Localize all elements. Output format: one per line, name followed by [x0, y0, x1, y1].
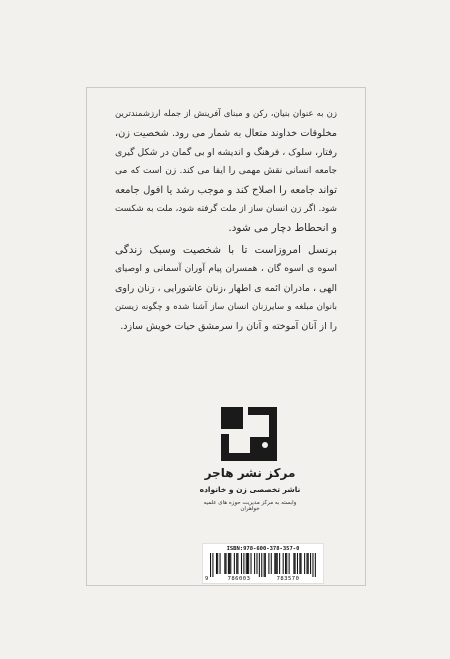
text-line: جامعه انسانی نقش مهمی را ایفا می کند. زن است که می [115, 166, 337, 176]
barcode-bar [250, 553, 251, 574]
barcode-bar [299, 553, 300, 574]
barcode-bar [276, 553, 277, 574]
text-line: اسوه ی اسوه گان ، همسران پیام آوران آسمانی و اوصیای [115, 264, 337, 274]
text-line: مخلوقات خداوند متعال به شمار می رود. شخصیت زن، [115, 128, 337, 139]
barcode-bar [256, 553, 257, 574]
isbn-text: ISBN:978-600-378-357-0 [226, 546, 300, 552]
back-cover-text [115, 105, 337, 336]
paragraph-2 [115, 241, 337, 336]
barcode-bar [289, 553, 290, 574]
text-line: و انحطاط دچار می شود. [228, 222, 337, 234]
barcode-digit-first: 9 [205, 576, 209, 582]
barcode-bar [224, 553, 225, 574]
barcode-bar [306, 553, 307, 574]
barcode-bar [293, 553, 294, 574]
barcode-bar [228, 553, 229, 574]
barcode-bar [315, 553, 316, 577]
barcode-bar [268, 553, 269, 574]
barcode-bar [308, 553, 309, 574]
text-line: برنسل امروزاست تا با شخصیت وسبک زندگی [115, 244, 337, 256]
barcode-bar [310, 553, 311, 574]
barcode-bar [259, 553, 260, 577]
barcode-bar [225, 553, 226, 574]
barcode-bar [261, 553, 262, 577]
paragraph-1 [115, 105, 337, 238]
text-line: رفتار، سلوک ، فرهنگ و اندیشه او بی گمان در شکل گیری [115, 147, 337, 158]
barcode-bar [247, 553, 248, 574]
publisher-logo-icon [221, 407, 277, 461]
barcode-bar [301, 553, 302, 574]
barcode-bar [230, 553, 231, 574]
publisher-affiliation: وابسته به مرکز مدیریت حوزه های علمیه خواهران [203, 500, 297, 512]
text-line: تواند جامعه را اصلاح کند و موجب رشد یا افول جامعه [115, 185, 337, 196]
barcode-bars [210, 553, 316, 577]
text-line: بانوان مبلغه و سایرزنان انسان ساز آشنا شده و چگونه زیستن [115, 302, 337, 312]
barcode-bar [229, 553, 230, 574]
barcode-bar [312, 553, 313, 577]
text-line: شود. اگر زن انسان ساز از ملت گرفته شود، ملت به شکست [115, 204, 337, 214]
barcode-bar [210, 553, 211, 577]
barcode-bar [236, 553, 237, 574]
barcode-bar [304, 553, 305, 574]
barcode-digits-left: 786003 [227, 576, 251, 582]
barcode-bar [271, 553, 272, 574]
barcode-bar [283, 553, 284, 574]
publisher-tagline: ناشر تخصصی زن و خانواده [199, 485, 301, 494]
text-line: زن به عنوان بنیان، رکن و مبنای آفرینش از جمله ارزشمندترین [115, 109, 337, 119]
barcode-bar [265, 553, 266, 577]
barcode-bar [212, 553, 213, 577]
barcode-bar [254, 553, 255, 574]
barcode-bar [264, 553, 265, 577]
barcode-bar [277, 553, 278, 574]
barcode-bar [274, 553, 275, 574]
barcode-bar [285, 553, 286, 574]
barcode-bar [234, 553, 235, 574]
barcode-digits-right: 783570 [276, 576, 300, 582]
text-line: را از آنان آموخته و آنان را سرمشق حیات خویش سازد. [120, 321, 337, 332]
barcode-bar [241, 553, 242, 574]
barcode-bar [297, 553, 298, 574]
barcode-bar [243, 553, 244, 574]
barcode-bar [216, 553, 217, 574]
barcode-bar [217, 553, 218, 574]
barcode-bar [295, 553, 296, 574]
text-line: الهی ، مادران ائمه ی اطهار ،زنان عاشورایی ، زنان راوی [115, 283, 337, 294]
barcode-bar [286, 553, 287, 574]
publisher-name: مرکز نشر هاجر [204, 466, 296, 480]
barcode-bar [279, 553, 280, 574]
barcode-bar [220, 553, 221, 574]
barcode-bar [248, 553, 249, 574]
barcode-bar [237, 553, 238, 574]
isbn-barcode [202, 543, 324, 584]
barcode-bar [246, 553, 247, 574]
